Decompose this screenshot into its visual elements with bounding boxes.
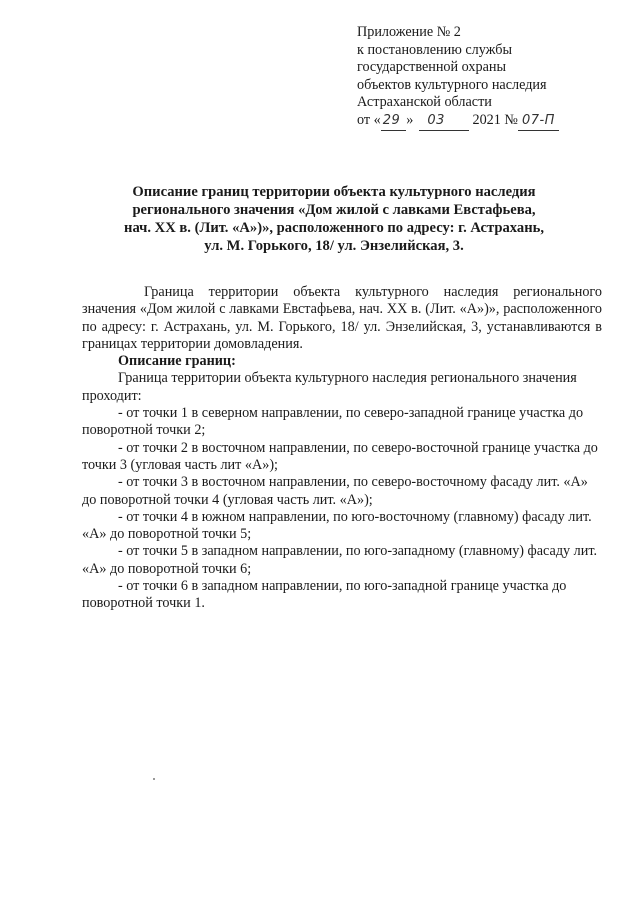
date-month: 03 xyxy=(419,112,469,131)
boundary-item: - от точки 5 в западном направлении, по юго-западному (главному) фасаду лит. «А» до поворотной точки 6; xyxy=(82,543,598,577)
scan-artifact xyxy=(153,778,155,780)
date-prefix: от « xyxy=(357,111,381,128)
appendix-number: Приложение № 2 xyxy=(357,24,461,40)
appendix-line: к постановлению службы xyxy=(357,41,513,58)
intro-paragraph: Граница территории объекта культурного наследия регионального значения «Дом жилой с лавками Евстафьева, нач. XX в. (Лит. «А»)», расположенного по адресу: г. Астрахань, ул. М. Горького, 18/ ул. Энзелийская, 3, устанавливаются в границах территории домовладения. xyxy=(82,284,602,352)
boundary-item: - от точки 4 в южном направлении, по юго-восточному (главному) фасаду лит. «А» до поворотной точки 5; xyxy=(82,508,592,543)
boundaries-heading: Описание границ: xyxy=(118,353,236,370)
boundary-item: - от точки 3 в восточном направлении, по северо-восточному фасаду лит. «А» до поворотной точки 4 (угловая часть лит. «А»); xyxy=(82,474,588,508)
title-line: нач. XX в. (Лит. «А»)», расположенного по адресу: г. Астрахань, xyxy=(124,220,544,236)
boundary-item: - от точки 1 в северном направлении, по северо-западной границе участка до поворотной точки 2; xyxy=(82,405,584,439)
boundaries-lead: Граница территории объекта культурного наследия регионального значения проходит: xyxy=(82,370,577,404)
appendix-header xyxy=(357,24,627,131)
date-mid: » xyxy=(406,111,414,128)
document-body xyxy=(82,284,602,613)
appendix-line: Астраханской области xyxy=(357,94,492,111)
document-number: 07-П xyxy=(518,112,559,131)
appendix-line: объектов культурного наследия xyxy=(357,76,547,93)
appendix-line: государственной охраны xyxy=(357,59,507,76)
title-line: Описание границ территории объекта культурного наследия xyxy=(132,184,536,200)
document-title xyxy=(80,183,588,255)
title-line: ул. М. Горького, 18/ ул. Энзелийская, 3. xyxy=(204,238,464,254)
appendix-date-line xyxy=(357,112,627,131)
date-day: 29 xyxy=(381,112,407,131)
boundary-item: - от точки 6 в западном направлении, по юго-западной границе участка до поворотной точки 1. xyxy=(82,578,567,612)
boundary-item: - от точки 2 в восточном направлении, по северо-восточной границе участка до точки 3 (угловая часть лит «А»); xyxy=(82,439,598,473)
date-year: 2021 № xyxy=(472,111,518,128)
title-line: регионального значения «Дом жилой с лавками Евстафьева, xyxy=(132,202,536,218)
